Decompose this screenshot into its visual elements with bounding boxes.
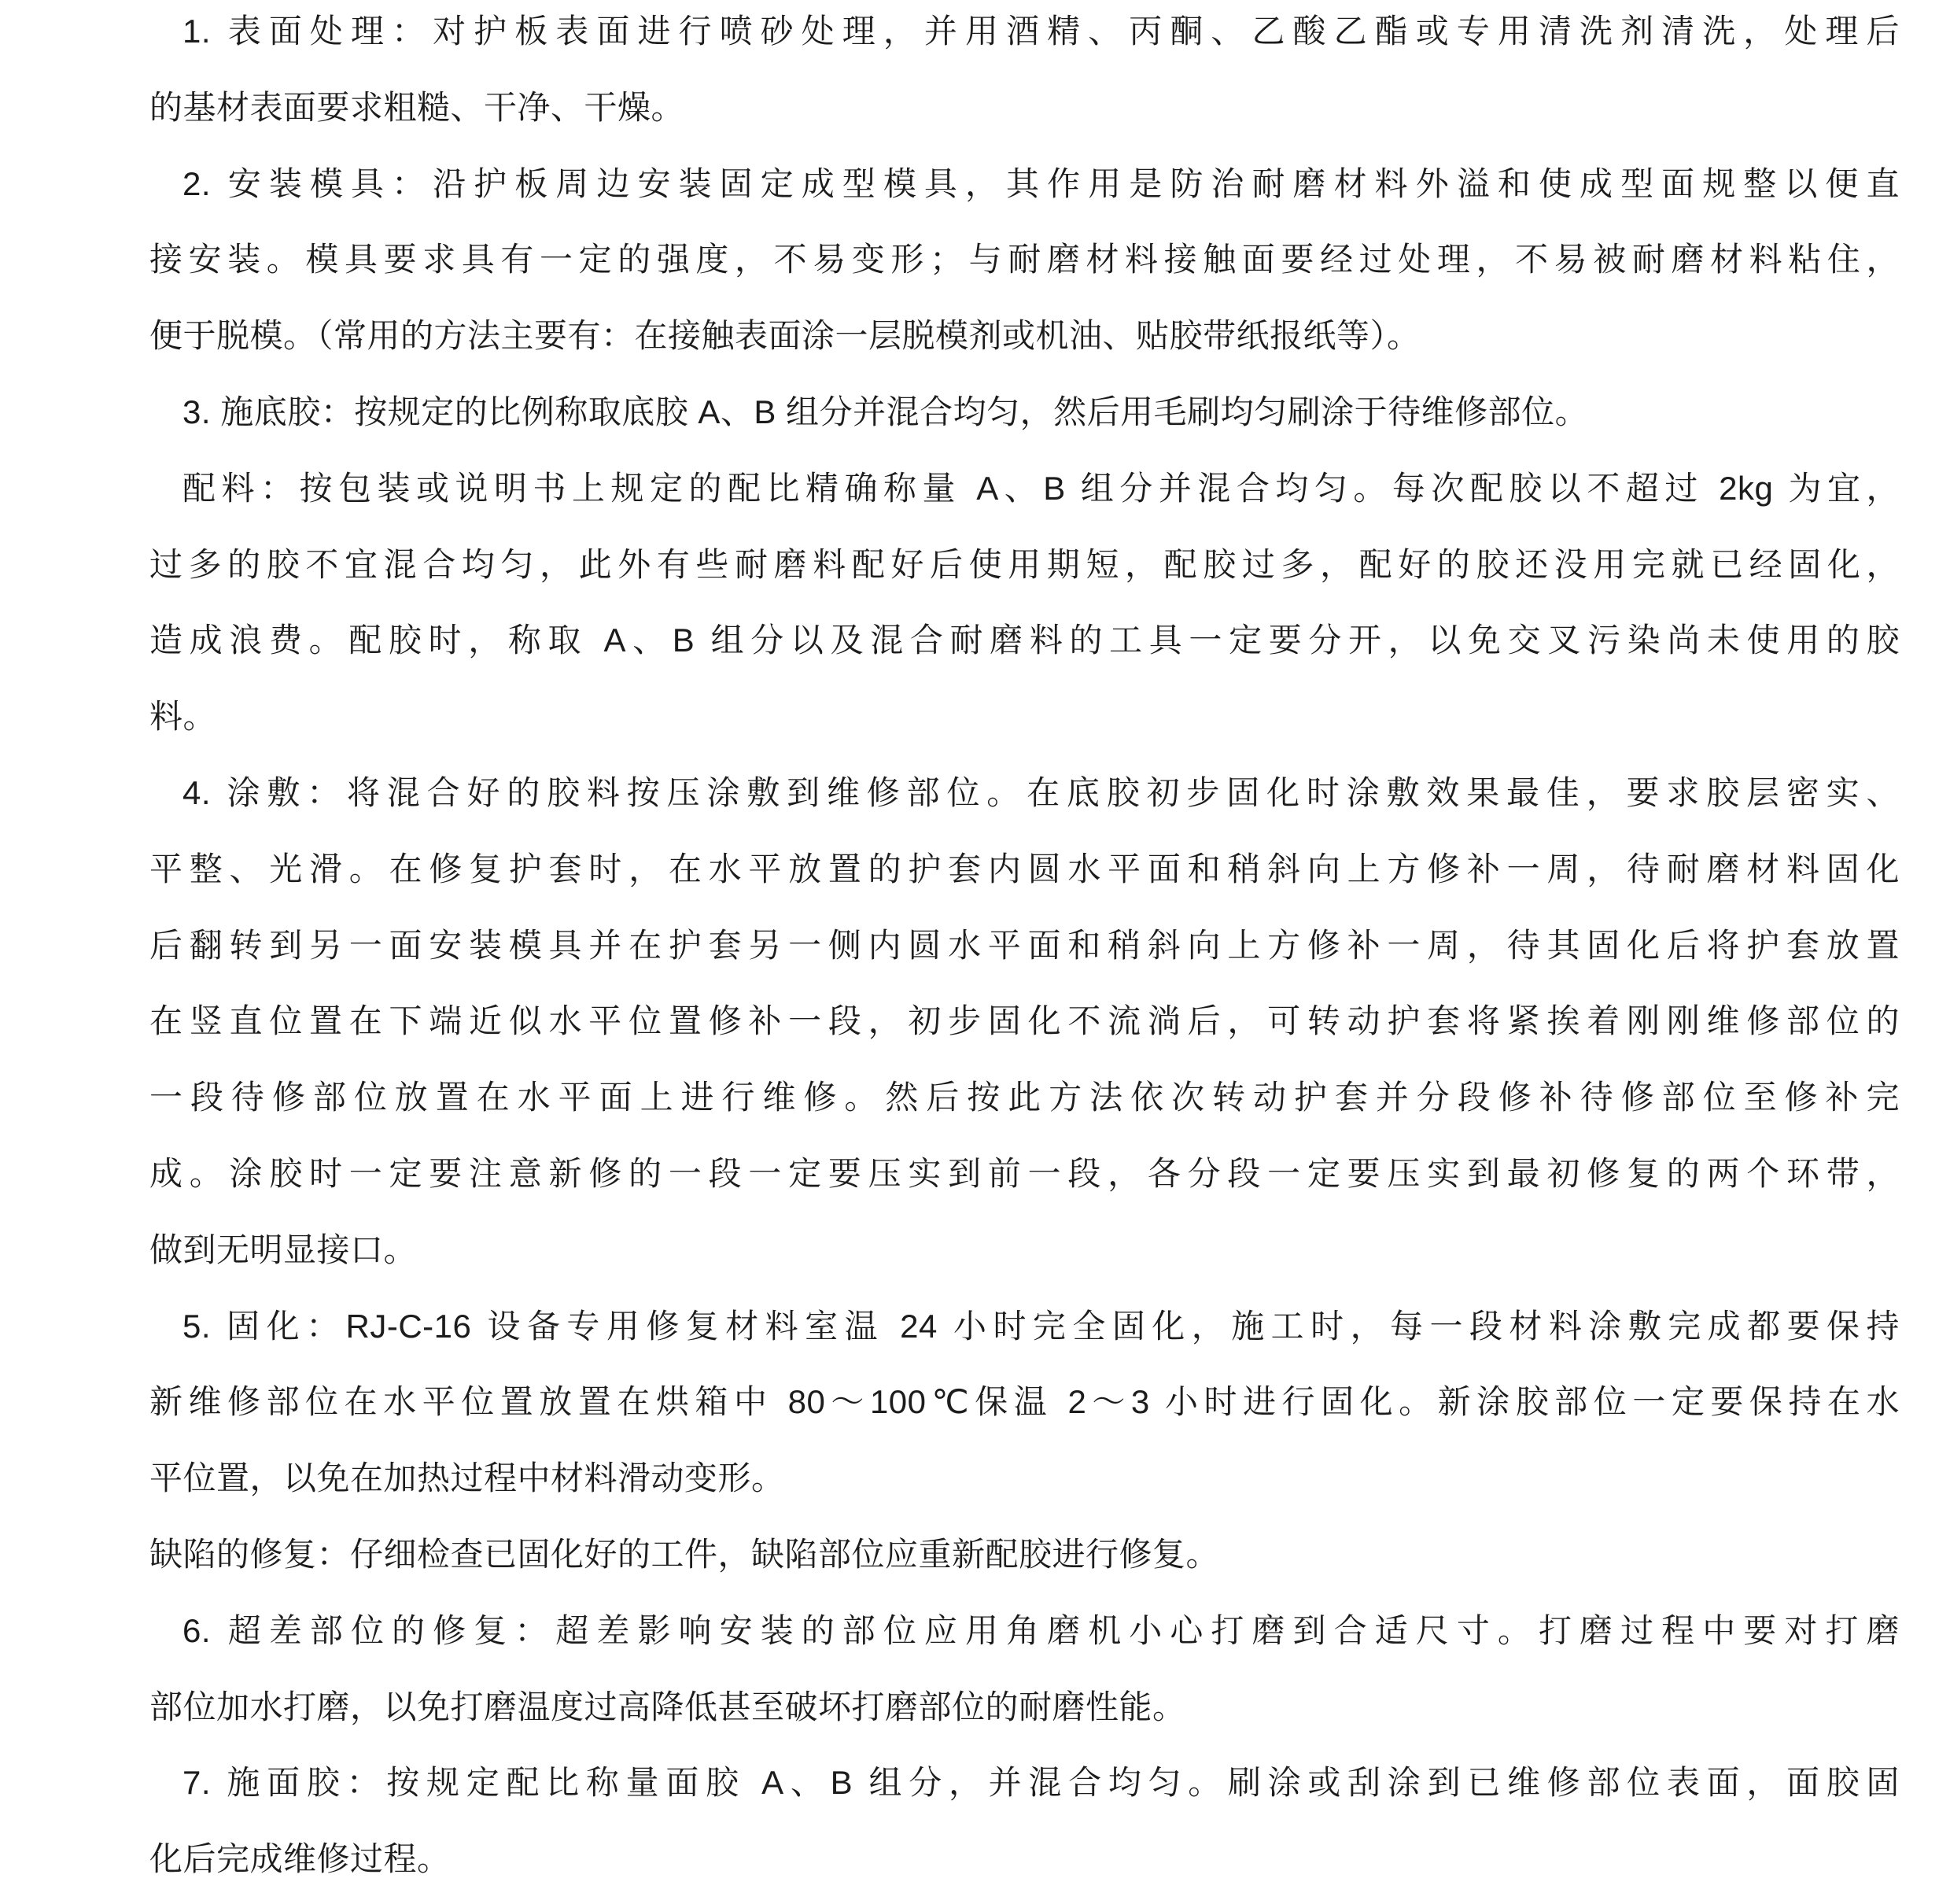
text-line: 接安装。模具要求具有一定的强度，不易变形；与耐磨材料接触面要经过处理，不易被耐磨材料粘住，	[149, 241, 1900, 279]
text-line: 部位加水打磨，以免打磨温度过高降低甚至破坏打磨部位的耐磨性能。	[149, 1688, 1186, 1725]
paragraph	[149, 1745, 1900, 1898]
paragraph	[149, 375, 1900, 451]
text-line: 缺陷的修复：仔细检查已固化好的工件，缺陷部位应重新配胶进行修复。	[149, 1535, 1220, 1573]
paragraph	[149, 1517, 1900, 1593]
text-line: 4. 涂敷：将混合好的胶料按压涂敷到维修部位。在底胶初步固化时涂敷效果最佳，要求胶层密实、	[182, 773, 1900, 811]
paragraph	[149, 1289, 1900, 1517]
paragraph	[149, 451, 1900, 755]
text-line: 7. 施面胶：按规定配比称量面胶 A、B 组分，并混合均匀。刷涂或刮涂到已维修部位表面，面胶固	[182, 1764, 1900, 1802]
text-line: 做到无明显接口。	[149, 1231, 418, 1268]
paragraph	[149, 1593, 1900, 1746]
paragraph	[149, 755, 1900, 1289]
text-line: 平位置，以免在加热过程中材料滑动变形。	[149, 1459, 785, 1497]
text-line: 平整、光滑。在修复护套时，在水平放置的护套内圆水平面和稍斜向上方修补一周，待耐磨材料固化	[149, 850, 1900, 887]
text-line: 新维修部位在水平位置放置在烘箱中 80～100℃保温 2～3 小时进行固化。新涂胶部位一定要保持在水	[149, 1383, 1900, 1421]
text-line: 造成浪费。配胶时，称取 A、B 组分以及混合耐磨料的工具一定要分开，以免交叉污染尚未使用的胶	[149, 622, 1900, 659]
text-line: 6. 超差部位的修复：超差影响安装的部位应用角磨机小心打磨到合适尺寸。打磨过程中要对打磨	[182, 1611, 1900, 1649]
text-line: 化后完成维修过程。	[149, 1840, 451, 1878]
paragraph	[149, 0, 1900, 146]
text-line: 成。涂胶时一定要注意新修的一段一定要压实到前一段，各分段一定要压实到最初修复的两个环带，	[149, 1154, 1900, 1192]
text-line: 过多的胶不宜混合均匀，此外有些耐磨料配好后使用期短，配胶过多，配好的胶还没用完就已经固化，	[149, 545, 1900, 583]
text-line: 配料：按包装或说明书上规定的配比精确称量 A、B 组分并混合均匀。每次配胶以不超过 2kg 为宜，	[182, 469, 1900, 507]
text-line: 1. 表面处理：对护板表面进行喷砂处理，并用酒精、丙酮、乙酸乙酯或专用清洗剂清洗，处理后	[182, 13, 1900, 50]
text-line: 后翻转到另一面安装模具并在护套另一侧内圆水平面和稍斜向上方修补一周，待其固化后将护套放置	[149, 926, 1900, 964]
text-line: 在竖直位置在下端近似水平位置修补一段，初步固化不流淌后，可转动护套将紧挨着刚刚维修部位的	[149, 1002, 1900, 1040]
text-line: 3. 施底胶：按规定的比例称取底胶 A、B 组分并混合均匀，然后用毛刷均匀刷涂于待维修部位。	[182, 393, 1589, 430]
text-line: 一段待修部位放置在水平面上进行维修。然后按此方法依次转动护套并分段修补待修部位至修补完	[149, 1079, 1900, 1116]
text-line: 5. 固化：RJ-C-16 设备专用修复材料室温 24 小时完全固化，施工时，每一段材料涂敷完成都要保持	[182, 1307, 1900, 1345]
text-line: 的基材表面要求粗糙、干净、干燥。	[149, 88, 685, 126]
text-line: 便于脱模。（常用的方法主要有：在接触表面涂一层脱模剂或机油、贴胶带纸报纸等）。	[149, 317, 1421, 355]
paragraph	[149, 146, 1900, 375]
text-line: 2. 安装模具：沿护板周边安装固定成型模具，其作用是防治耐磨材料外溢和使成型面规整以便直	[182, 164, 1900, 202]
text-line: 料。	[149, 698, 217, 736]
